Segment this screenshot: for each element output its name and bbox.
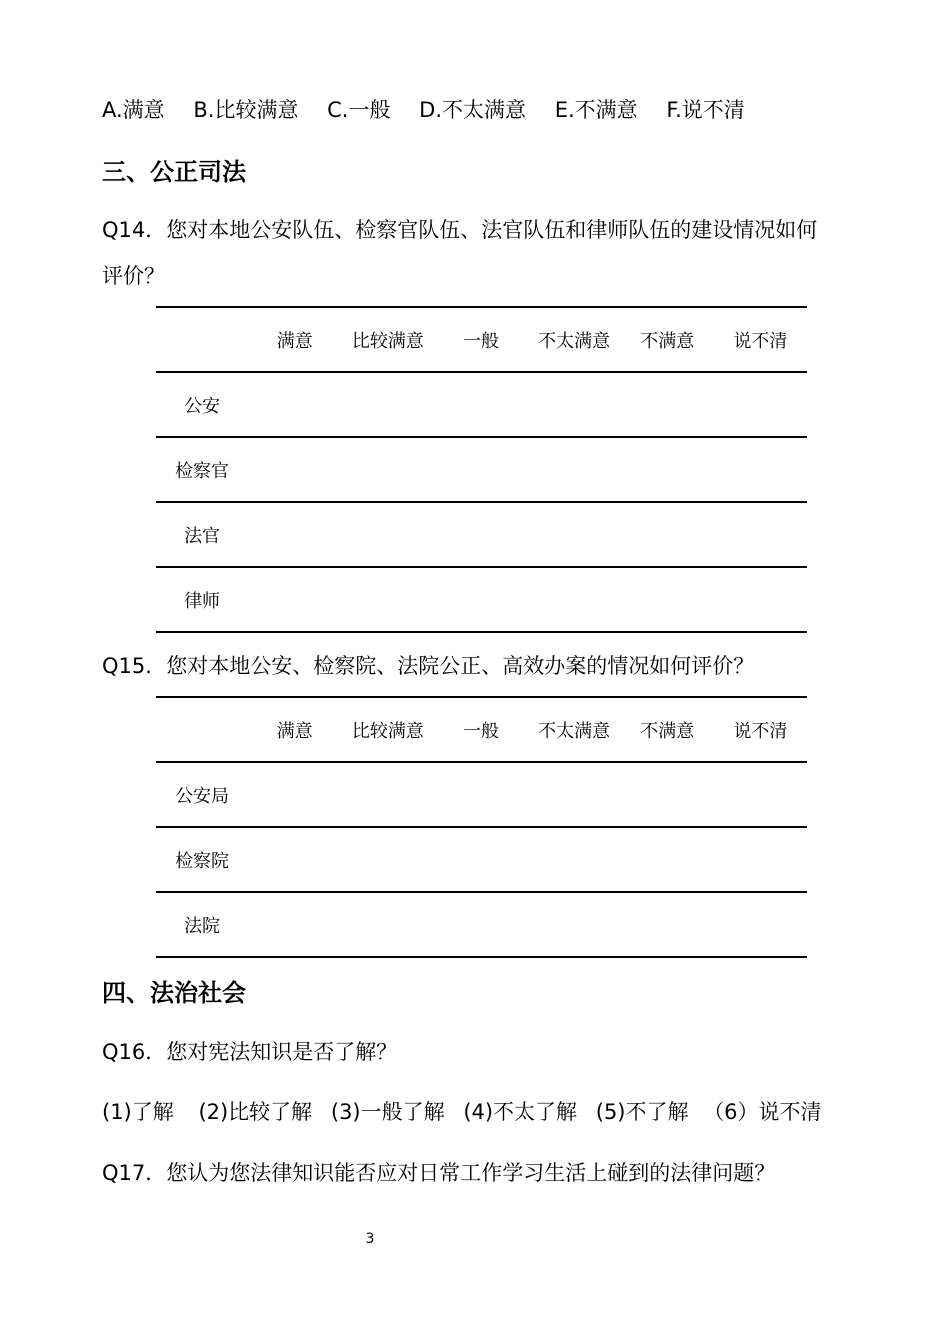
answer-cell[interactable] <box>341 437 434 502</box>
answer-cell[interactable] <box>621 567 714 632</box>
answer-cell[interactable] <box>434 437 527 502</box>
answer-cell[interactable] <box>621 892 714 957</box>
answer-cell[interactable] <box>528 762 621 827</box>
answer-cell[interactable] <box>714 372 807 437</box>
answer-cell[interactable] <box>434 892 527 957</box>
q14-col-header: 比较满意 <box>351 330 424 352</box>
q14-col-header: 一般 <box>462 330 499 352</box>
q14-col-header: 说不清 <box>733 330 788 352</box>
answer-cell[interactable] <box>341 827 434 892</box>
page-number: 3 <box>365 1231 375 1247</box>
option-c: C.一般 <box>327 98 391 122</box>
answer-cell[interactable] <box>341 567 434 632</box>
q15-table <box>156 696 807 958</box>
answer-cell[interactable] <box>528 827 621 892</box>
table-row <box>156 502 807 567</box>
q15-row-label: 公安局 <box>175 785 230 807</box>
q13-options <box>102 94 745 124</box>
answer-cell[interactable] <box>248 827 341 892</box>
answer-cell[interactable] <box>341 372 434 437</box>
option-d: D.不太满意 <box>419 98 527 122</box>
q14-corner-cell <box>156 307 248 372</box>
q14-col-header: 不太满意 <box>538 330 611 352</box>
option-b: B.比较满意 <box>193 98 299 122</box>
answer-cell[interactable] <box>714 502 807 567</box>
table-row <box>156 437 807 502</box>
answer-cell[interactable] <box>714 567 807 632</box>
q15-col-header: 一般 <box>462 720 499 742</box>
answer-cell[interactable] <box>714 892 807 957</box>
q16-question: Q16．您对宪法知识是否了解？ <box>102 1040 398 1064</box>
q16-option-6: （6）说不清 <box>703 1100 822 1124</box>
answer-cell[interactable] <box>528 567 621 632</box>
answer-cell[interactable] <box>434 502 527 567</box>
answer-cell[interactable] <box>248 892 341 957</box>
q16-option-2: (2)比较了解 <box>198 1100 313 1124</box>
q15-corner-cell <box>156 697 248 762</box>
answer-cell[interactable] <box>248 762 341 827</box>
answer-cell[interactable] <box>528 372 621 437</box>
answer-cell[interactable] <box>528 502 621 567</box>
option-e: E.不满意 <box>554 98 638 122</box>
table-row <box>156 762 807 827</box>
q14-col-header: 满意 <box>276 330 313 352</box>
answer-cell[interactable] <box>528 437 621 502</box>
answer-cell[interactable] <box>248 437 341 502</box>
q14-col-header: 不满意 <box>640 330 695 352</box>
q15-question: Q15．您对本地公安、检察院、法院公正、高效办案的情况如何评价？ <box>102 654 755 678</box>
answer-cell[interactable] <box>248 502 341 567</box>
answer-cell[interactable] <box>621 437 714 502</box>
option-a: A.满意 <box>102 98 165 122</box>
answer-cell[interactable] <box>714 827 807 892</box>
answer-cell[interactable] <box>341 502 434 567</box>
table-row <box>156 567 807 632</box>
answer-cell[interactable] <box>621 827 714 892</box>
q14-question-line1: Q14．您对本地公安队伍、检察官队伍、法官队伍和律师队伍的建设情况如何 <box>102 218 818 242</box>
q15-row-label: 检察院 <box>175 850 230 872</box>
answer-cell[interactable] <box>248 372 341 437</box>
answer-cell[interactable] <box>434 567 527 632</box>
section-3-heading: 三、公正司法 <box>102 158 246 186</box>
answer-cell[interactable] <box>621 762 714 827</box>
answer-cell[interactable] <box>341 762 434 827</box>
q16-option-5: (5)不了解 <box>595 1100 689 1124</box>
answer-cell[interactable] <box>248 567 341 632</box>
q14-row-label: 法官 <box>184 525 221 547</box>
q16-option-3: (3)一般了解 <box>330 1100 445 1124</box>
answer-cell[interactable] <box>714 762 807 827</box>
answer-cell[interactable] <box>714 437 807 502</box>
q14-row-label: 检察官 <box>175 460 230 482</box>
q15-header-row <box>156 697 807 762</box>
answer-cell[interactable] <box>434 372 527 437</box>
answer-cell[interactable] <box>434 762 527 827</box>
q14-row-label: 公安 <box>184 395 221 417</box>
q15-col-header: 不满意 <box>640 720 695 742</box>
answer-cell[interactable] <box>621 502 714 567</box>
q14-question-line2: 评价？ <box>102 264 165 288</box>
answer-cell[interactable] <box>528 892 621 957</box>
answer-cell[interactable] <box>434 827 527 892</box>
table-row <box>156 892 807 957</box>
q16-options <box>102 1096 822 1126</box>
table-row <box>156 827 807 892</box>
section-4-heading: 四、法治社会 <box>102 979 246 1007</box>
table-row <box>156 372 807 437</box>
q16-option-1: (1)了解 <box>102 1100 174 1124</box>
q16-option-4: (4)不太了解 <box>463 1100 578 1124</box>
q15-col-header: 说不清 <box>733 720 788 742</box>
q14-row-label: 律师 <box>184 590 221 612</box>
answer-cell[interactable] <box>621 372 714 437</box>
q17-question: Q17．您认为您法律知识能否应对日常工作学习生活上碰到的法律问题？ <box>102 1161 776 1185</box>
q14-header-row <box>156 307 807 372</box>
q15-row-label: 法院 <box>184 915 221 937</box>
option-f: F.说不清 <box>666 98 745 122</box>
q14-table <box>156 306 807 633</box>
q15-col-header: 比较满意 <box>351 720 424 742</box>
answer-cell[interactable] <box>341 892 434 957</box>
q15-col-header: 不太满意 <box>538 720 611 742</box>
q15-col-header: 满意 <box>276 720 313 742</box>
